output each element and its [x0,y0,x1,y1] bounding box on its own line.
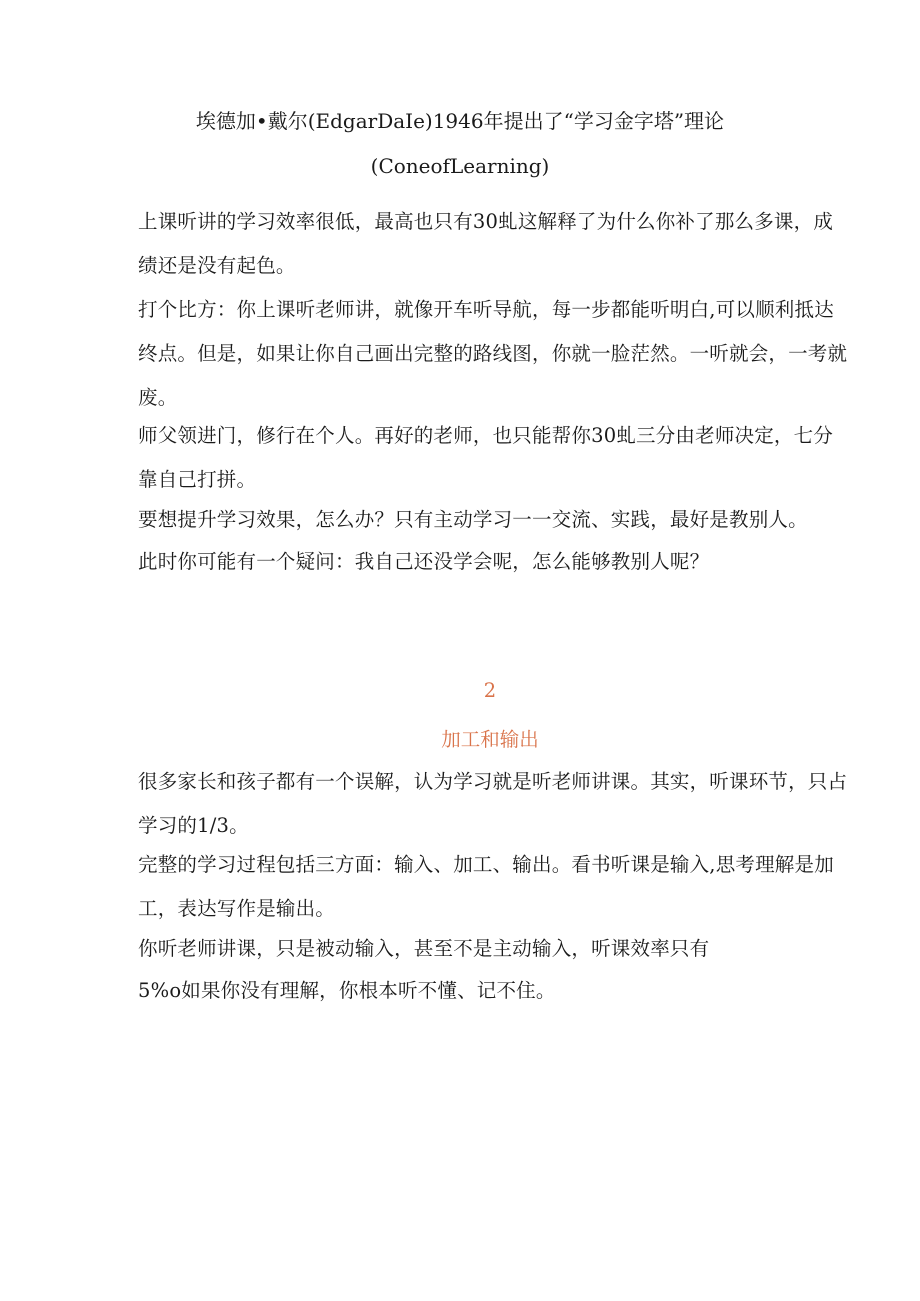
document-title-line-2: (ConeofLearning) [370,154,550,178]
paragraph-4: 要想提升学习效果，怎么办？只有主动学习一一交流、实践，最好是教别人。 [138,508,808,531]
paragraph-2: 打个比方：你上课听老师讲，就像开车听导航，每一步都能听明白,可以顺利抵达终点。但是，如果让你自己画出完整的路线图，你就一脸茫然。一听就会，一考就废。 [138,298,848,409]
document-title-line-1: 埃德加•戴尔(EdgarDaIe)1946年提出了“学习金字塔”理论 [195,109,725,133]
paragraph-8: 你听老师讲课，只是被动输入，甚至不是主动输入，听课效率只有 [138,937,710,960]
paragraph-3: 师父领进门，修行在个人。再好的老师，也只能帮你30虬三分由老师决定，七分靠自己打拼。 [138,424,834,491]
paragraph-7: 完整的学习过程包括三方面：输入、加工、输出。看书听课是输入,思考理解是加工，表达写作是输出。 [138,853,834,920]
paragraph-1: 上课听讲的学习效率很低，最高也只有30虬这解释了为什么你补了那么多课，成绩还是没有起色。 [138,210,834,277]
paragraph-5: 此时你可能有一个疑问：我自己还没学会呢，怎么能够教别人呢？ [138,550,710,573]
paragraph-9: 5%o如果你没有理解，你根本听不懂、记不住。 [138,979,556,1002]
paragraph-6: 很多家长和孩子都有一个误解，认为学习就是听老师讲课。其实，听课环节，只占学习的1/3。 [138,770,848,837]
section-number: 2 [483,679,497,702]
section-heading: 加工和输出 [441,728,539,751]
